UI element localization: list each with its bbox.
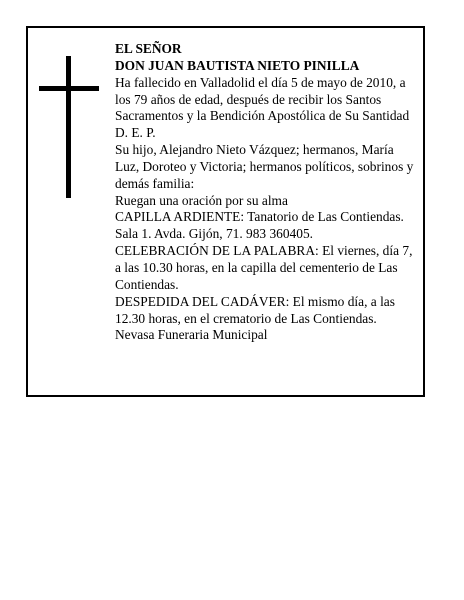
prayer-request: Ruegan una oración por su alma (115, 192, 288, 208)
family-members: Su hijo, Alejandro Nieto Vázquez; hermanos, María Luz, Doroteo y Victoria; hermanos políticos, sobrinos y demás familia: (115, 142, 414, 191)
cross-icon (39, 56, 99, 198)
cross-vertical-bar (66, 56, 71, 198)
funeral-chapel: CAPILLA ARDIENTE: Tanatorio de Las Contiendas. Sala 1. Avda. Gijón, 71. 983 360405. (115, 209, 404, 242)
heading-title: EL SEÑOR (115, 41, 182, 56)
celebration-details: CELEBRACIÓN DE LA PALABRA: El viernes, día 7, a las 10.30 horas, en la capilla del cementerio de Las Contiendas. (115, 243, 413, 292)
farewell-details: DESPEDIDA DEL CADÁVER: El mismo día, a las 12.30 horas, en el crematorio de Las Contiendas. (115, 293, 395, 326)
funeral-home: Nevasa Funeraria Municipal (115, 327, 268, 343)
obituary-text (115, 41, 420, 344)
obituary-notice (26, 26, 425, 397)
deceased-name: DON JUAN BAUTISTA NIETO PINILLA (115, 57, 360, 73)
death-announcement: Ha fallecido en Valladolid el día 5 de mayo de 2010, a los 79 años de edad, después de recibir los Santos Sacramentos y la Bendición Apostólica de Su Santidad D. E. P. (115, 74, 410, 141)
cross-horizontal-bar (39, 86, 99, 91)
